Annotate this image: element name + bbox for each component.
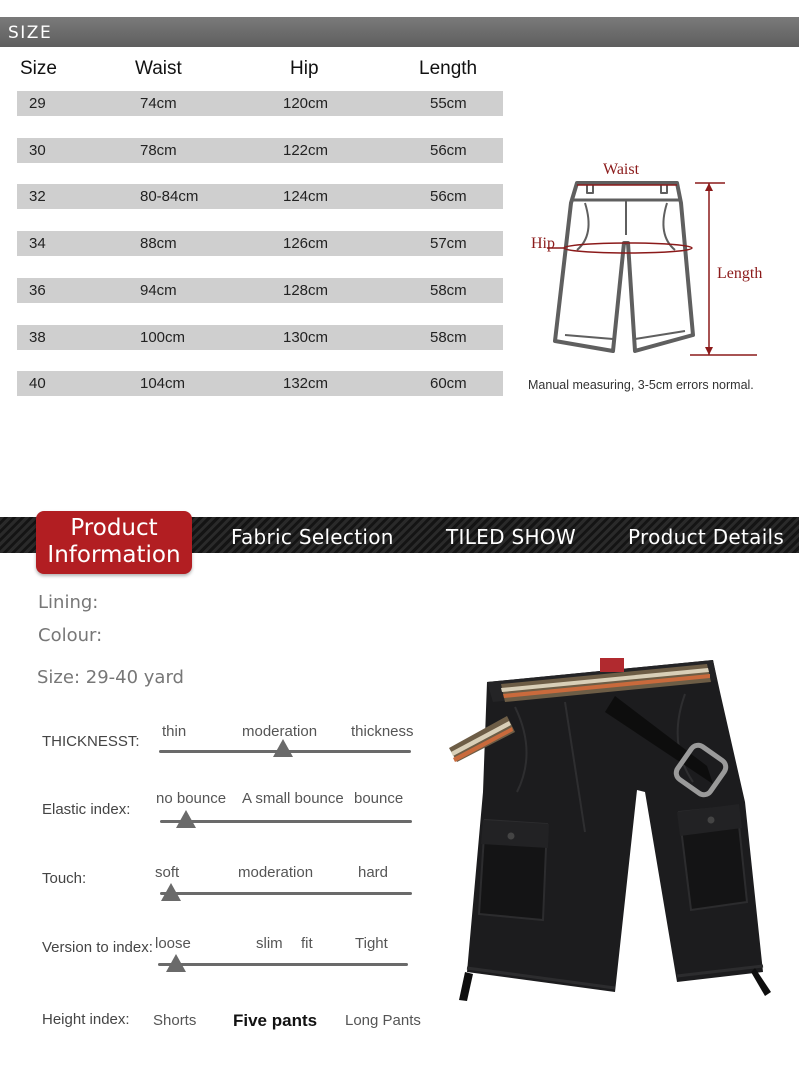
height-option-five-pants: Five pants <box>233 1011 318 1030</box>
tab-fabric-selection[interactable]: Fabric Selection <box>231 525 394 549</box>
version-marker-icon <box>166 954 186 972</box>
version-option: loose <box>155 935 191 952</box>
header-hip: Hip <box>290 58 319 79</box>
thickness-marker-icon <box>273 739 293 757</box>
touch-option: moderation <box>238 864 314 881</box>
version-option: slim <box>256 935 283 952</box>
cargo-shorts-image <box>445 652 775 1002</box>
product-information-line1: Product <box>70 515 158 541</box>
cell-hip: 132cm <box>283 375 329 392</box>
shorts-outline-illustration <box>525 155 785 370</box>
header-waist: Waist <box>135 58 182 79</box>
elastic-option: A small bounce <box>242 790 344 807</box>
cell-waist: 80-84cm <box>140 188 199 205</box>
size-table-header <box>0 58 520 84</box>
height-option-long-pants: Long Pants <box>345 1012 421 1029</box>
touch-option: soft <box>155 864 180 881</box>
lining-label: Lining: <box>38 592 99 613</box>
elastic-scale-line <box>160 820 412 823</box>
version-option: Tight <box>355 935 388 952</box>
cell-length: 60cm <box>430 375 467 392</box>
product-information-badge[interactable] <box>36 511 192 574</box>
touch-option: hard <box>358 864 389 881</box>
cell-waist: 104cm <box>140 375 186 392</box>
thickness-index-label: THICKNESST: <box>42 733 140 750</box>
tab-product-details[interactable]: Product Details <box>628 525 785 549</box>
elastic-marker-icon <box>176 810 196 828</box>
table-row <box>17 325 503 350</box>
version-scale-line <box>158 963 408 966</box>
version-option: fit <box>301 935 313 952</box>
height-option-shorts: Shorts <box>153 1012 197 1029</box>
cell-size: 29 <box>29 95 46 112</box>
table-row <box>17 231 503 256</box>
cell-size: 36 <box>29 282 46 299</box>
height-index-label: Height index: <box>42 1011 130 1028</box>
cell-size: 34 <box>29 235 46 252</box>
elastic-option: bounce <box>354 790 404 807</box>
cell-size: 30 <box>29 142 46 159</box>
cell-size: 40 <box>29 375 46 392</box>
hip-label: Hip <box>531 235 555 252</box>
cell-waist: 88cm <box>140 235 177 252</box>
product-photo <box>445 652 775 1002</box>
thickness-option: thickness <box>351 723 414 740</box>
table-row <box>17 91 503 116</box>
size-range-label: Size: 29-40 yard <box>37 667 184 688</box>
thickness-option: thin <box>162 723 187 740</box>
table-row <box>17 184 503 209</box>
length-label: Length <box>717 265 763 282</box>
cell-hip: 122cm <box>283 142 329 159</box>
touch-index-label: Touch: <box>42 870 87 887</box>
elastic-index-label: Elastic index: <box>42 801 131 818</box>
cell-hip: 128cm <box>283 282 329 299</box>
table-row <box>17 278 503 303</box>
table-row <box>17 371 503 396</box>
cell-size: 32 <box>29 188 46 205</box>
touch-scale-line <box>160 892 412 895</box>
table-row <box>17 138 503 163</box>
cell-length: 55cm <box>430 95 467 112</box>
waist-label: Waist <box>603 161 640 178</box>
version-index-label: Version to index: <box>42 939 153 956</box>
cell-hip: 124cm <box>283 188 329 205</box>
cell-hip: 126cm <box>283 235 329 252</box>
cell-waist: 94cm <box>140 282 177 299</box>
cell-length: 57cm <box>430 235 467 252</box>
cell-waist: 74cm <box>140 95 177 112</box>
touch-marker-icon <box>161 883 181 901</box>
tab-tiled-show[interactable]: TILED SHOW <box>446 525 576 549</box>
cell-waist: 78cm <box>140 142 177 159</box>
colour-label: Colour: <box>38 625 103 646</box>
header-size: Size <box>20 58 57 79</box>
cell-length: 58cm <box>430 282 467 299</box>
cell-length: 58cm <box>430 329 467 346</box>
thickness-option: moderation <box>242 723 318 740</box>
cell-hip: 120cm <box>283 95 329 112</box>
measurement-diagram <box>525 155 785 370</box>
header-length: Length <box>419 58 478 79</box>
cell-size: 38 <box>29 329 46 346</box>
cell-hip: 130cm <box>283 329 329 346</box>
measuring-note: Manual measuring, 3-5cm errors normal. <box>528 378 754 392</box>
cell-waist: 100cm <box>140 329 186 346</box>
cell-length: 56cm <box>430 188 467 205</box>
elastic-option: no bounce <box>156 790 227 807</box>
cell-length: 56cm <box>430 142 467 159</box>
size-section-header: SIZE <box>0 17 799 47</box>
product-information-line2: Information <box>47 542 181 568</box>
